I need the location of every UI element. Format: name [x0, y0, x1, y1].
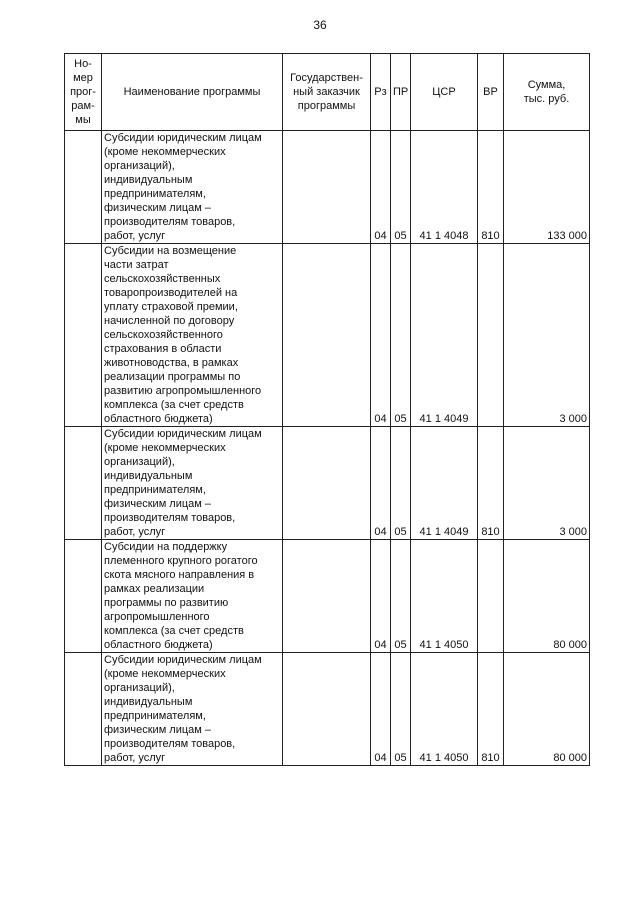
- cell-program-name: Субсидии юридическим лицам (кроме некоммерческих организаций), индивидуальным предпринимателям, физическим лицам – производителям товаров, работ, услуг: [102, 131, 283, 244]
- cell-program-name: Субсидии юридическим лицам (кроме некоммерческих организаций), индивидуальным предпринимателям, физическим лицам – производителям товаров, работ, услуг: [102, 653, 283, 766]
- cell-rz: 04: [371, 244, 391, 427]
- cell-csr: 41 1 4049: [411, 244, 478, 427]
- cell-program-number: [65, 427, 102, 540]
- cell-state-customer: [283, 653, 371, 766]
- cell-vr: [478, 540, 504, 653]
- page-number: 36: [313, 18, 327, 32]
- table-row: [65, 653, 590, 766]
- cell-pr: 05: [391, 427, 411, 540]
- header-program-name: Наименование программы: [102, 54, 283, 131]
- cell-vr: 810: [478, 131, 504, 244]
- cell-rz: 04: [371, 540, 391, 653]
- cell-csr: 41 1 4050: [411, 653, 478, 766]
- cell-csr: 41 1 4050: [411, 540, 478, 653]
- cell-program-number: [65, 131, 102, 244]
- table-row: [65, 131, 590, 244]
- cell-rz: 04: [371, 653, 391, 766]
- cell-program-number: [65, 653, 102, 766]
- cell-sum: 80 000: [504, 653, 590, 766]
- cell-sum: 133 000: [504, 131, 590, 244]
- cell-vr: [478, 244, 504, 427]
- header-state-customer: Государствен- ный заказчик программы: [283, 54, 371, 131]
- table-row: [65, 540, 590, 653]
- header-rz: Рз: [371, 54, 391, 131]
- header-pr: ПР: [391, 54, 411, 131]
- header-vr: ВР: [478, 54, 504, 131]
- budget-table: [64, 53, 590, 766]
- cell-program-name: Субсидии на возмещение части затрат сельскохозяйственных товаропроизводителей на уплату страховой премии, начисленной по договору сельскохозяйственного страхования в области животноводства, в рамках реализации программы по развитию агропромышленного комплекса (за счет средств областного бюджета): [102, 244, 283, 427]
- cell-state-customer: [283, 131, 371, 244]
- table-row: [65, 427, 590, 540]
- cell-csr: 41 1 4048: [411, 131, 478, 244]
- cell-csr: 41 1 4049: [411, 427, 478, 540]
- cell-pr: 05: [391, 540, 411, 653]
- table-header-row: [65, 54, 590, 131]
- cell-vr: 810: [478, 427, 504, 540]
- cell-program-number: [65, 540, 102, 653]
- header-program-number: Но- мер прог- рам- мы: [65, 54, 102, 131]
- cell-program-name: Субсидии юридическим лицам (кроме некоммерческих организаций), индивидуальным предпринимателям, физическим лицам – производителям товаров, работ, услуг: [102, 427, 283, 540]
- header-csr: ЦСР: [411, 54, 478, 131]
- cell-sum: 3 000: [504, 244, 590, 427]
- header-sum: Сумма, тыс. руб.: [504, 54, 590, 131]
- cell-state-customer: [283, 540, 371, 653]
- cell-pr: 05: [391, 244, 411, 427]
- cell-program-number: [65, 244, 102, 427]
- cell-sum: 80 000: [504, 540, 590, 653]
- cell-rz: 04: [371, 131, 391, 244]
- table-row: [65, 244, 590, 427]
- cell-vr: 810: [478, 653, 504, 766]
- cell-program-name: Субсидии на поддержку племенного крупного рогатого скота мясного направления в рамках реализации программы по развитию агропромышленного комплекса (за счет средств областного бюджета): [102, 540, 283, 653]
- cell-pr: 05: [391, 131, 411, 244]
- cell-rz: 04: [371, 427, 391, 540]
- cell-state-customer: [283, 244, 371, 427]
- cell-state-customer: [283, 427, 371, 540]
- cell-pr: 05: [391, 653, 411, 766]
- cell-sum: 3 000: [504, 427, 590, 540]
